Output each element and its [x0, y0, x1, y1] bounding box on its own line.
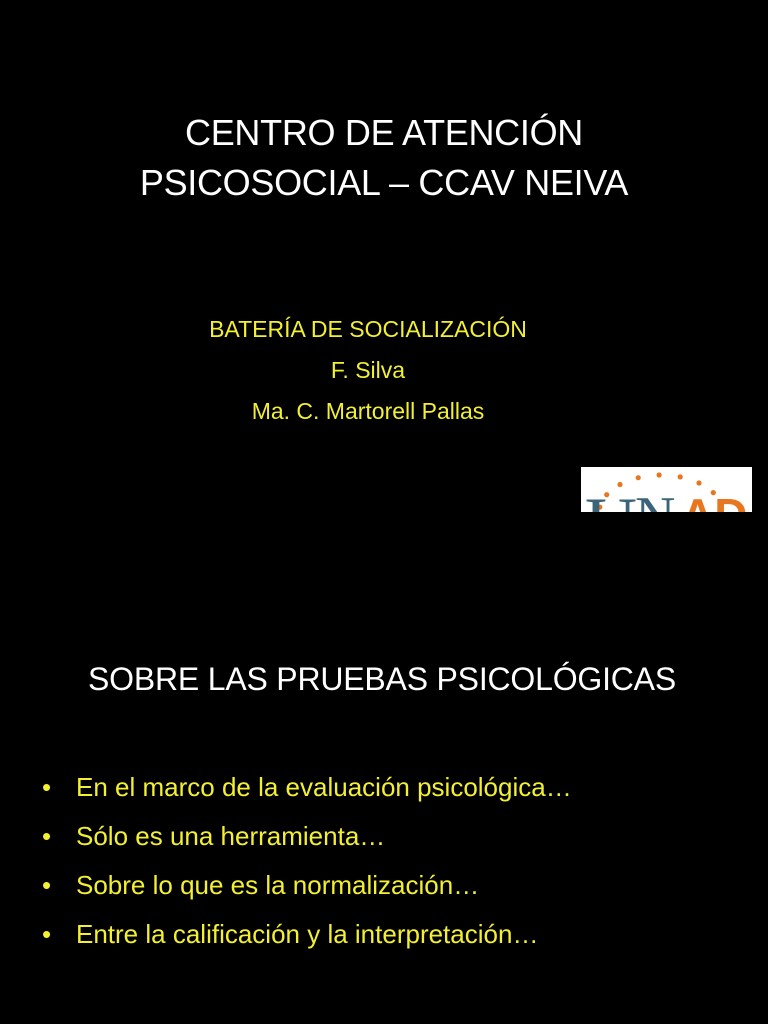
- logo-dot: [636, 475, 641, 480]
- list-item: [42, 861, 572, 910]
- slide-subtitle: [0, 309, 736, 432]
- bullet-dot: •: [42, 870, 52, 900]
- list-item: [42, 812, 572, 861]
- subtitle-line-author-1: F. Silva: [330, 357, 406, 383]
- bullet-text: Sólo es una herramienta…: [76, 821, 386, 851]
- section-title: SOBRE LAS PRUEBAS PSICOLÓGICAS: [88, 661, 676, 697]
- list-item: [42, 910, 572, 959]
- bullet-dot: •: [42, 772, 52, 802]
- bullet-text: Entre la calificación y la interpretación…: [76, 919, 539, 949]
- logo-dot: [678, 474, 683, 479]
- slide-title-line-1: CENTRO DE ATENCIÓN: [185, 112, 583, 153]
- slide-title: [0, 108, 768, 208]
- bullet-dot: •: [42, 919, 52, 949]
- slide-title-line-2: PSICOSOCIAL – CCAV NEIVA: [139, 162, 629, 203]
- bullet-text: Sobre lo que es la normalización…: [76, 870, 480, 900]
- list-item: [42, 763, 572, 812]
- bullet-text: En el marco de la evaluación psicológica…: [76, 772, 572, 802]
- logo-dot: [657, 472, 662, 477]
- bullet-list: [42, 763, 572, 959]
- subtitle-line-battery: BATERÍA DE SOCIALIZACIÓN: [209, 316, 527, 342]
- logo-dot: [696, 480, 701, 485]
- subtitle-line-author-2: Ma. C. Martorell Pallas: [251, 398, 485, 424]
- bullet-dot: •: [42, 821, 52, 851]
